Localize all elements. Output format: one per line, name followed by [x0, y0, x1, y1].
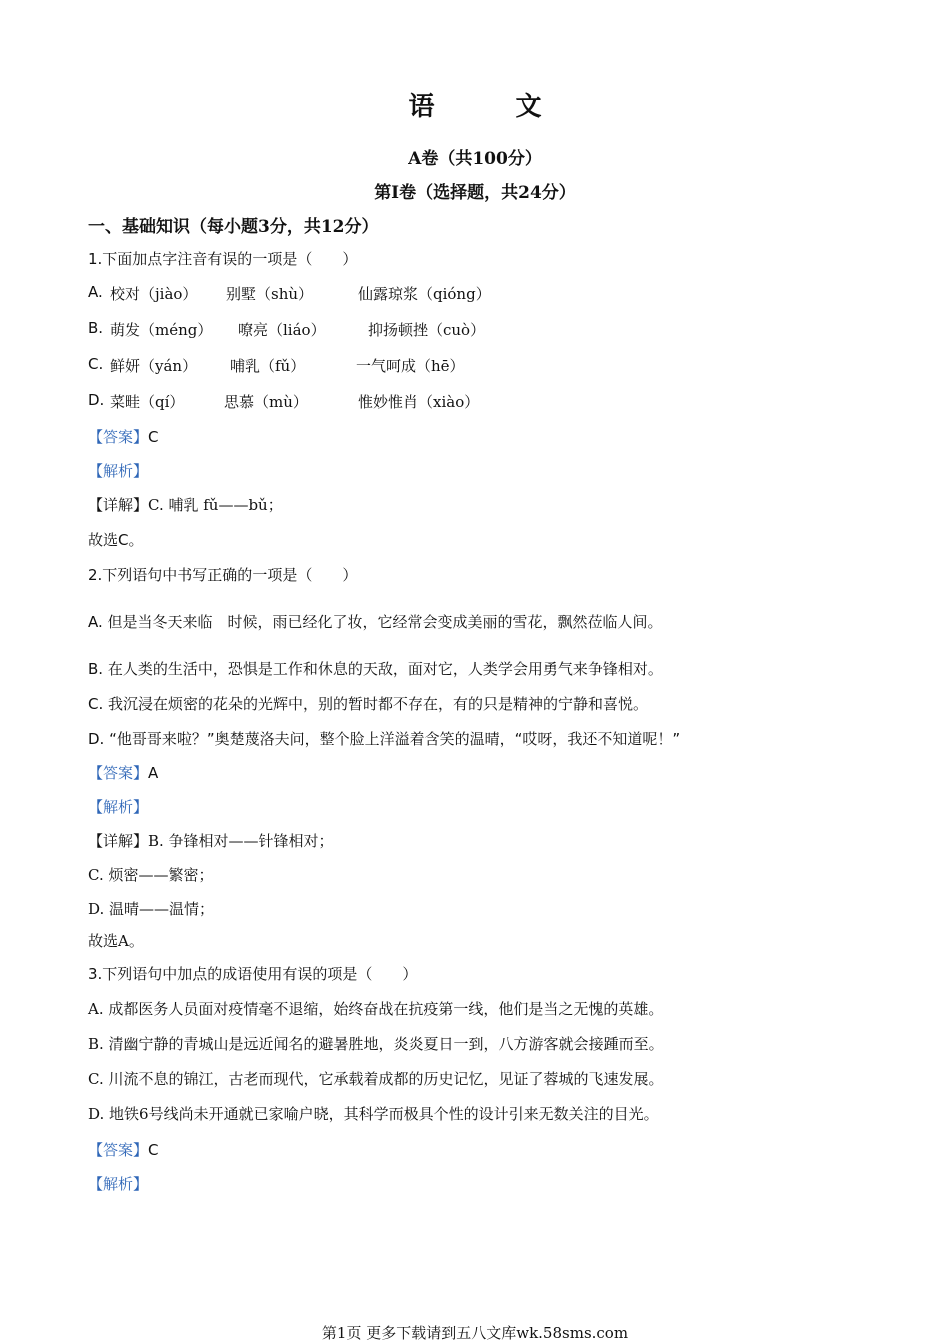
answer-label: 【答案】 — [88, 764, 149, 782]
part-subtitle: 第Ⅰ卷（选择题，共24分） — [374, 183, 576, 203]
page-footer: 第1页 更多下载请到五八文库wk.58sms.com — [321, 1324, 629, 1342]
q3-option-b: B. 清幽宁静的青城山是远近闻名的避暑胜地，炎炎夏日一到，八方游客就会接踵而至。 — [88, 1035, 664, 1053]
q1-conclusion: 故选C。 — [88, 531, 144, 549]
option-label: C. — [88, 355, 104, 373]
answer-value: C — [148, 1141, 159, 1159]
q1-analysis-label: 【解析】 — [88, 462, 149, 480]
option-item: 哺乳（fǔ） — [230, 357, 306, 375]
q3-stem: 3.下列语句中加点的成语使用有误的项是（ ） — [88, 965, 418, 983]
option-item: 校对（jiào） — [110, 285, 198, 303]
q3-option-c: C. 川流不息的锦江，古老而现代，它承载着成都的历史记忆，见证了蓉城的飞速发展。 — [88, 1070, 664, 1088]
option-item: 别墅（shù） — [226, 285, 314, 303]
q2-option-b: B. 在人类的生活中，恐惧是工作和休息的天敌，面对它，人类学会用勇气来争锋相对。 — [88, 660, 663, 678]
volume-subtitle: A卷（共100分） — [408, 149, 542, 169]
option-item: 惟妙惟肖（xiào） — [358, 393, 480, 411]
page-title: 语 文 — [408, 92, 578, 122]
q1-detail: 【详解】C. 哺乳 fǔ——bǔ； — [88, 496, 283, 514]
q2-answer — [88, 762, 158, 783]
q1-answer — [88, 426, 159, 447]
option-item: 萌发（méng） — [110, 321, 213, 339]
q2-option-d: D. “他哥哥来啦？”奥楚蔑洛夫问，整个脸上洋溢着含笑的温晴，“哎呀，我还不知道呢！” — [88, 730, 681, 748]
q3-option-d: D. 地铁6号线尚未开通就已家喻户晓，其科学而极具个性的设计引来无数关注的目光。 — [88, 1105, 659, 1123]
option-item: 抑扬顿挫（cuò） — [368, 321, 486, 339]
q2-option-c: C. 我沉浸在烦密的花朵的光辉中，别的暂时都不存在，有的只是精神的宁静和喜悦。 — [88, 695, 649, 713]
option-item: 一气呵成（hē） — [356, 357, 465, 375]
option-item: 思慕（mù） — [224, 393, 308, 411]
q2-conclusion: 故选A。 — [88, 932, 144, 950]
q1-option-d — [88, 391, 788, 413]
q1-stem: 1.下面加点字注音有误的一项是（ ） — [88, 250, 358, 268]
section-heading: 一、基础知识（每小题3分，共12分） — [88, 217, 379, 237]
q2-detail-d: D. 温晴——温情； — [88, 900, 215, 918]
option-item: 嘹亮（liáo） — [238, 321, 326, 339]
option-label: B. — [88, 319, 104, 337]
answer-label: 【答案】 — [88, 428, 149, 446]
q1-option-b — [88, 319, 788, 341]
q2-detail-c: C. 烦密——繁密； — [88, 866, 214, 884]
answer-value: A — [148, 764, 159, 782]
q3-analysis-label: 【解析】 — [88, 1175, 149, 1193]
q2-analysis-label: 【解析】 — [88, 798, 149, 816]
q1-option-a — [88, 283, 788, 305]
q3-answer — [88, 1139, 159, 1160]
q2-option-a: A. 但是当冬天来临 时候，雨已经化了妆，它经常会变成美丽的雪花，飘然莅临人间。 — [88, 613, 663, 631]
q3-option-a: A. 成都医务人员面对疫情毫不退缩，始终奋战在抗疫第一线，他们是当之无愧的英雄。 — [88, 1000, 664, 1018]
q2-stem: 2.下列语句中书写正确的一项是（ ） — [88, 566, 358, 584]
option-label: D. — [88, 391, 105, 409]
q2-detail-b: 【详解】B. 争锋相对——针锋相对； — [88, 832, 334, 850]
answer-value: C — [148, 428, 159, 446]
q1-option-c — [88, 355, 788, 377]
answer-label: 【答案】 — [88, 1141, 149, 1159]
option-item: 鲜妍（yán） — [110, 357, 198, 375]
option-item: 仙露琼浆（qióng） — [358, 285, 491, 303]
option-item: 菜畦（qí） — [110, 393, 185, 411]
option-label: A. — [88, 283, 103, 301]
